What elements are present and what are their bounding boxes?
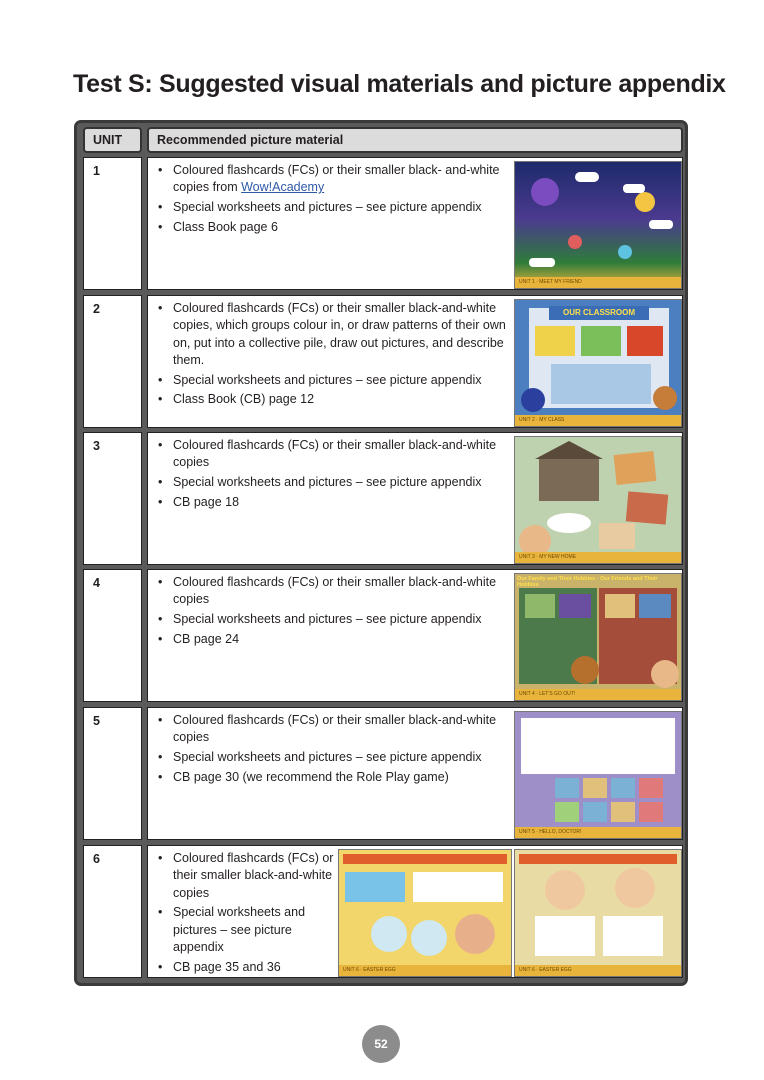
unit4-caption: UNIT 4 · LET'S GO OUT! (515, 689, 681, 700)
unit5-illustration (515, 712, 681, 838)
material-list (158, 162, 506, 239)
material-cell (147, 295, 683, 428)
unit6b-illustration (515, 850, 681, 976)
unit4-banner: Our Family and Their Hobbies · Our Friends and Their Hobbies (517, 576, 658, 588)
list-item: • Special worksheets and pictures – see picture appendix (158, 904, 338, 956)
unit6b-caption: UNIT 6 · EASTER EGG (515, 965, 681, 976)
list-item: • CB page 30 (we recommend the Role Play game) (158, 769, 508, 786)
list-item: • CB page 18 (158, 494, 508, 511)
list-item: • Class Book (CB) page 12 (158, 391, 508, 408)
material-list (158, 712, 508, 789)
list-item: • Special worksheets and pictures – see picture appendix (158, 749, 508, 766)
material-cell (147, 432, 683, 565)
material-cell (147, 157, 683, 290)
page-title: Test S: Suggested visual materials and picture appendix (73, 70, 726, 98)
unit5-picture (514, 711, 682, 839)
unit-number: 5 (83, 707, 142, 840)
unit-number: 1 (83, 157, 142, 290)
page-number: 52 (362, 1025, 400, 1063)
wow-academy-link[interactable]: Wow!Academy (241, 180, 325, 195)
list-item: • CB page 24 (158, 631, 508, 648)
list-item: • Coloured flashcards (FCs) or their smaller black-and-white copies, which groups colour in, or draw patterns of their own on, put into a collective pile, draw out pictures, and describe them. (158, 300, 508, 369)
unit5-caption: UNIT 5 · HELLO, DOCTOR! (515, 827, 681, 838)
material-cell (147, 845, 683, 978)
list-item: • Class Book page 6 (158, 219, 506, 236)
list-item: • Special worksheets and pictures – see picture appendix (158, 199, 506, 216)
table-row (83, 432, 683, 565)
material-cell (147, 569, 683, 702)
unit1-picture (514, 161, 682, 289)
list-item: • Coloured flashcards (FCs) or their smaller black-and-white copies (158, 712, 508, 747)
list-item: • Special worksheets and pictures – see picture appendix (158, 611, 508, 628)
table-header (83, 127, 683, 153)
unit3-picture (514, 436, 682, 564)
unit1-caption: UNIT 1 · MEET MY FRIEND (515, 277, 681, 288)
unit3-illustration (515, 437, 681, 563)
table-row (83, 707, 683, 840)
unit-number: 6 (83, 845, 142, 978)
materials-table (74, 120, 688, 986)
unit2-picture (514, 299, 682, 427)
unit4-illustration (515, 574, 681, 700)
unit6-picture-a (338, 849, 512, 977)
list-item: • CB page 35 and 36 (158, 959, 338, 976)
table-row (83, 845, 683, 978)
material-cell (147, 707, 683, 840)
unit6-picture-b (514, 849, 682, 977)
unit-number: 2 (83, 295, 142, 428)
list-item: • Special worksheets and pictures – see picture appendix (158, 372, 508, 389)
list-item: • Coloured flashcards (FCs) or their smaller black- and-white copies from Wow!Academy (158, 162, 506, 197)
material-list (158, 850, 338, 979)
list-item: • Coloured flashcards (FCs) or their smaller black-and-white copies (158, 437, 508, 472)
unit6a-caption: UNIT 6 · EASTER EGG (339, 965, 511, 976)
material-list (158, 574, 508, 651)
unit-number: 4 (83, 569, 142, 702)
unit2-banner: OUR CLASSROOM (563, 308, 635, 317)
list-item: • Coloured flashcards (FCs) or their smaller black-and-white copies (158, 574, 508, 609)
unit4-picture (514, 573, 682, 701)
list-item: • Special worksheets and pictures – see picture appendix (158, 474, 508, 491)
unit6a-illustration (339, 850, 511, 976)
header-material: Recommended picture material (147, 127, 683, 153)
unit2-caption: UNIT 2 · MY CLASS (515, 415, 681, 426)
table-row (83, 157, 683, 290)
unit3-caption: UNIT 3 · MY NEW HOME (515, 552, 681, 563)
table-row (83, 569, 683, 702)
list-item: • Coloured flashcards (FCs) or their smaller black-and-white copies (158, 850, 338, 902)
material-list (158, 437, 508, 514)
material-list (158, 300, 508, 411)
header-unit: UNIT (83, 127, 142, 153)
table-row (83, 295, 683, 428)
unit-number: 3 (83, 432, 142, 565)
unit1-illustration (515, 162, 681, 288)
